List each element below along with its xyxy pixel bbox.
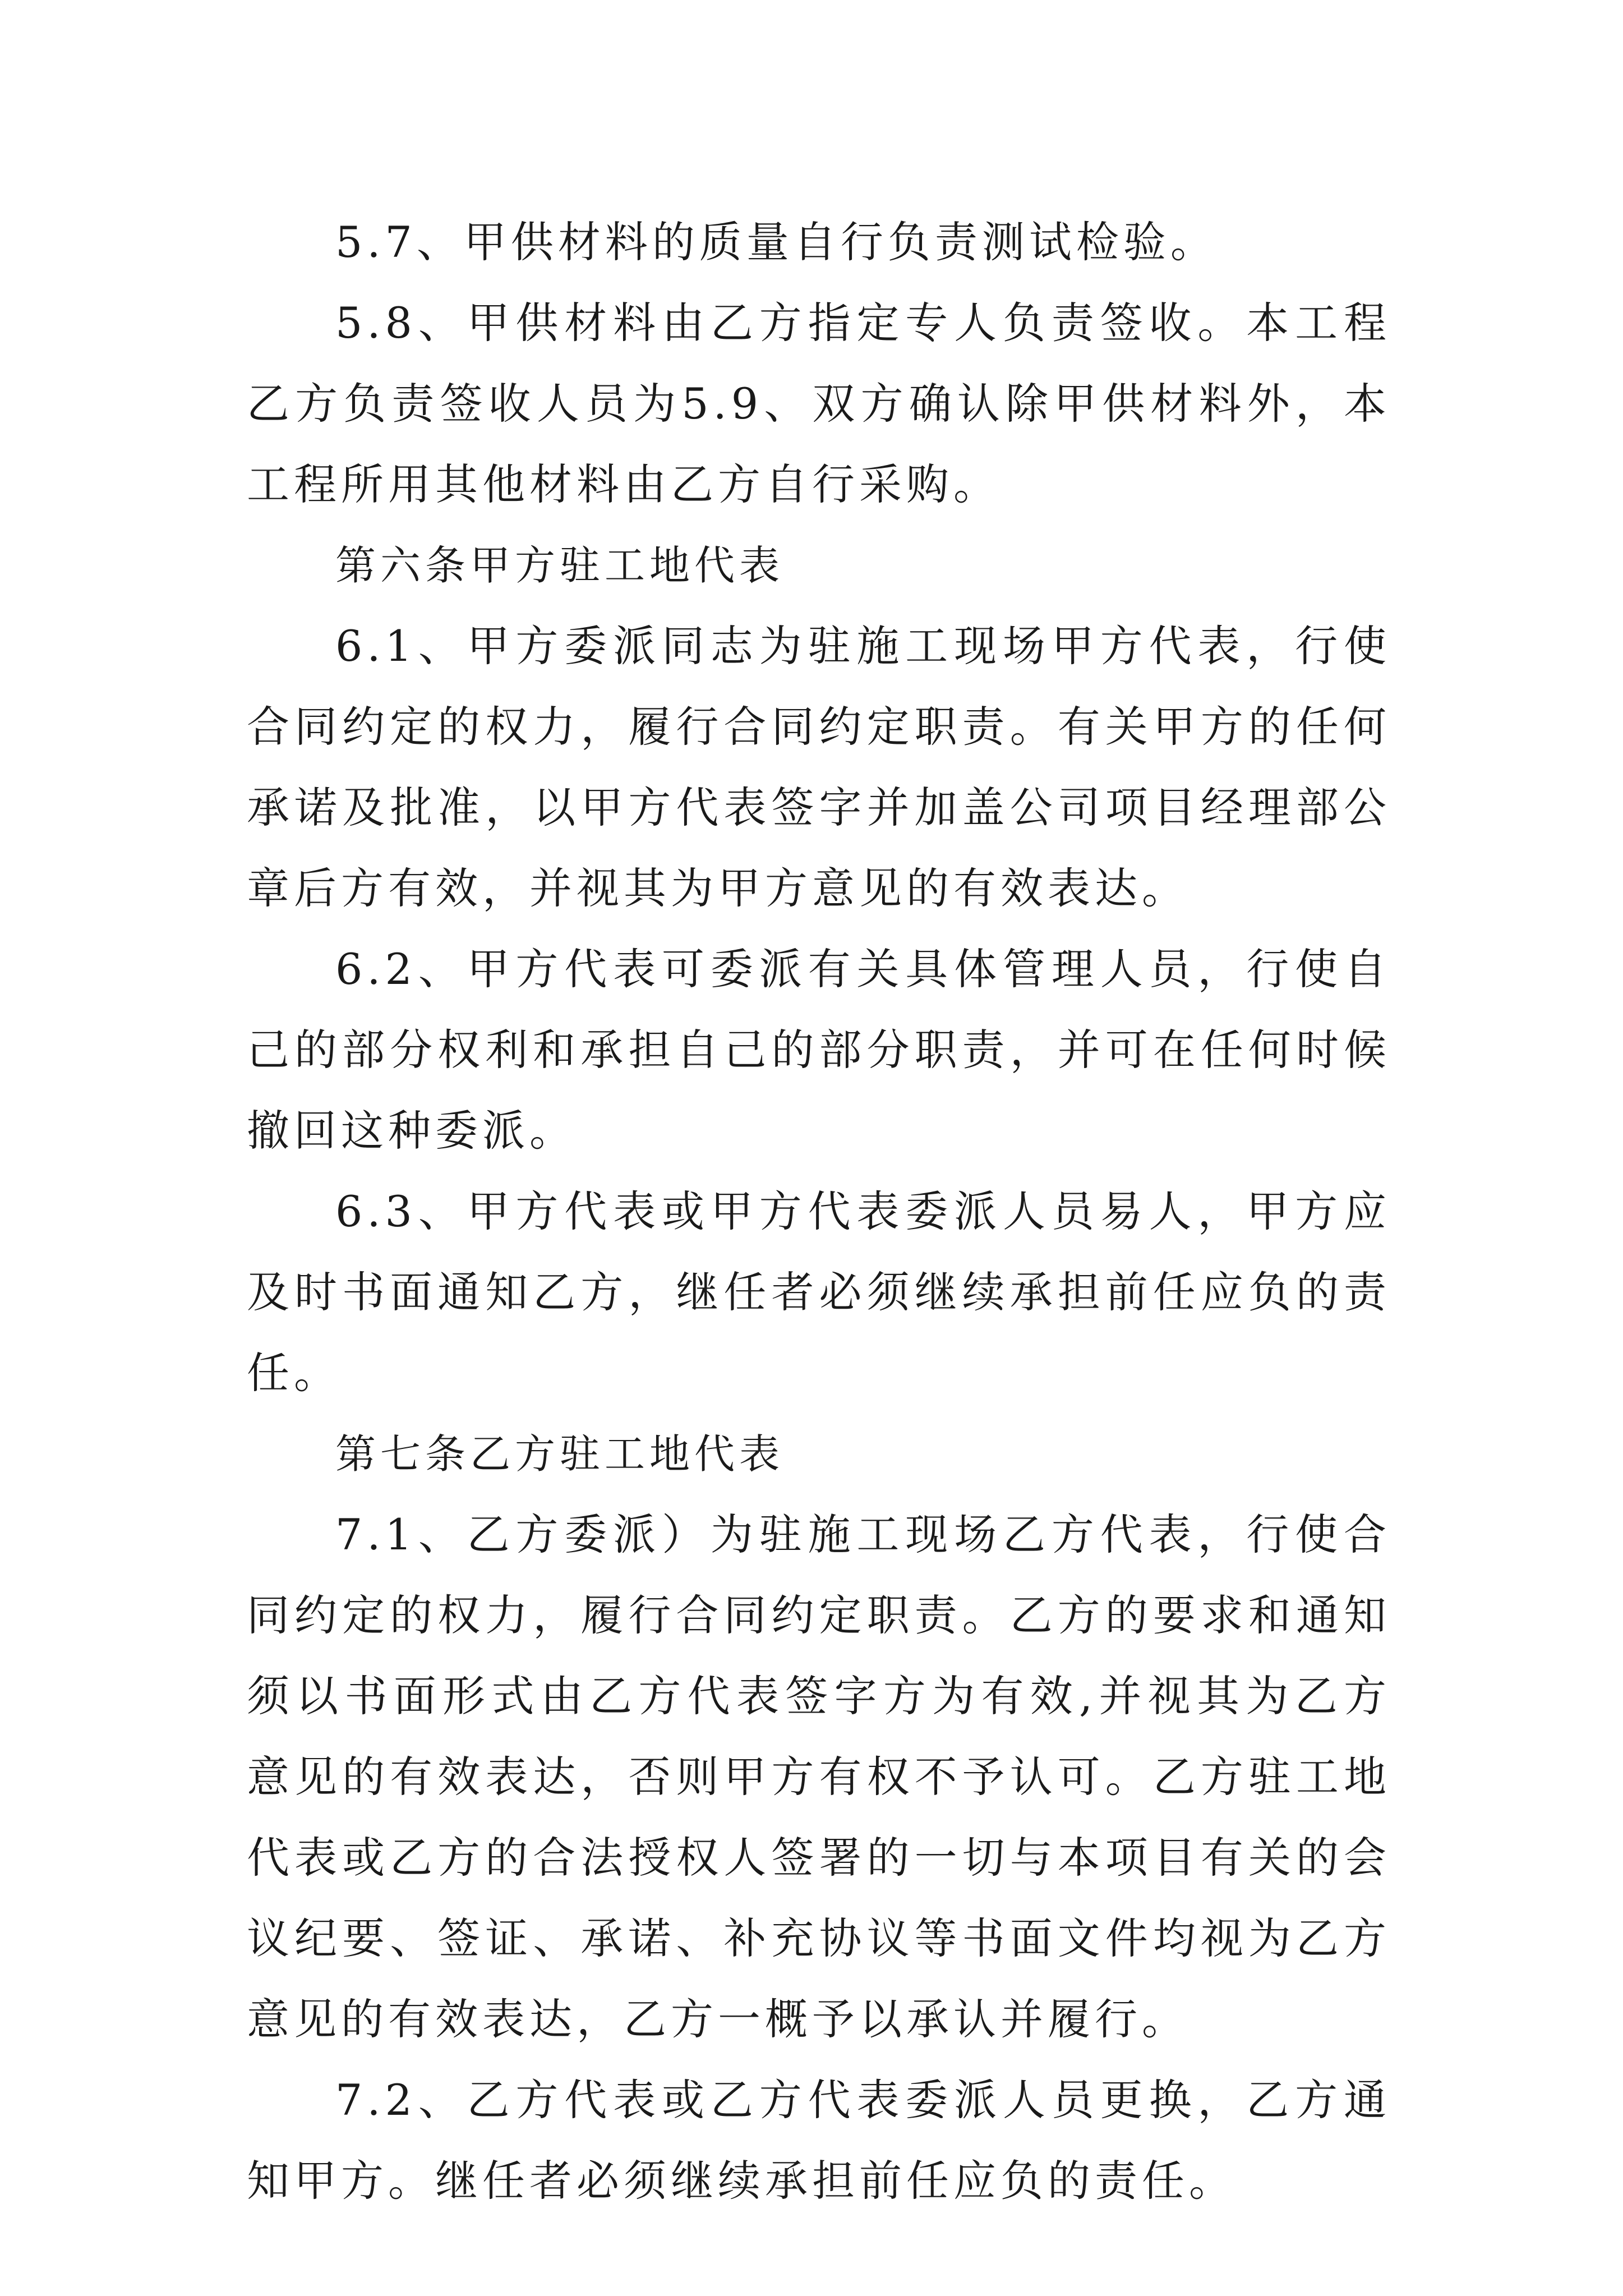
clause-6-1: 6.1、甲方委派同志为驻施工现场甲方代表，行使合同约定的权力，履行合同约定职责。有关甲方的任何承诺及批准，以甲方代表签字并加盖公司项目经理部公章后方有效，并视其为甲方意见的有效表达。 — [247, 621, 1391, 913]
article-6-heading: 第六条甲方驻工地代表 — [335, 542, 785, 589]
clause-6-2: 6.2、甲方代表可委派有关具体管理人员，行使自己的部分权利和承担自己的部分职责，并可在任何时候撤回这种委派。 — [247, 944, 1391, 1156]
article-7-heading: 第七条乙方驻工地代表 — [335, 1430, 785, 1478]
clause-6-3: 6.3、甲方代表或甲方代表委派人员易人，甲方应及时书面通知乙方，继任者必须继续承担前任应负的责任。 — [247, 1186, 1391, 1398]
clause-5-8: 5.8、甲供材料由乙方指定专人负责签收。本工程乙方负责签收人员为5.9、双方确认除甲供材料外，本工程所用其他材料由乙方自行采购。 — [247, 298, 1391, 509]
clause-7-2: 7.2、乙方代表或乙方代表委派人员更换，乙方通知甲方。继任者必须继续承担前任应负的责任。 — [247, 2075, 1391, 2206]
document-body — [247, 202, 1391, 2221]
clause-7-1: 7.1、乙方委派）为驻施工现场乙方代表，行使合同约定的权力，履行合同约定职责。乙方的要求和通知须以书面形式由乙方代表签字方为有效,并视其为乙方意见的有效表达，否则甲方有权不予认可。乙方驻工地代表或乙方的合法授权人签署的一切与本项目有关的会议纪要、签证、承诺、补充协议等书面文件均视为乙方意见的有效表达，乙方一概予以承认并履行。 — [247, 1510, 1391, 2044]
clause-5-7: 5.7、甲供材料的质量自行负责测试检验。 — [335, 217, 1218, 267]
